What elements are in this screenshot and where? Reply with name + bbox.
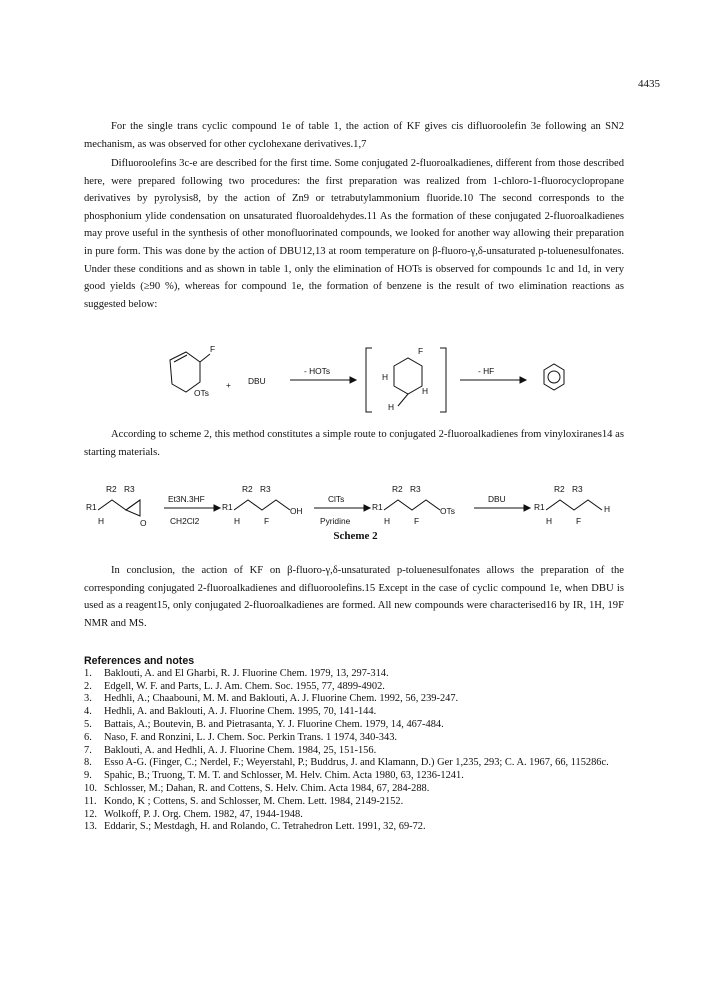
- s2-h-d: H: [546, 516, 553, 526]
- paragraph-2: [84, 155, 624, 313]
- reference-item: [84, 693, 644, 706]
- s2-f-d: F: [576, 516, 582, 526]
- s2-r2-d: R2: [554, 484, 565, 494]
- s2-r1-d: R1: [534, 502, 545, 512]
- reference-text: Baklouti, A. and El Gharbi, R. J. Fluorine Chem. 1979, 13, 297-314.: [104, 667, 389, 679]
- scheme1-int-h2: H: [422, 386, 429, 396]
- s2-f-c: F: [414, 516, 420, 526]
- reference-text: Baklouti, A. and Hedhli, A. J. Fluorine Chem. 1984, 25, 151-156.: [104, 744, 377, 756]
- scheme1-int-f: F: [418, 346, 424, 356]
- reference-item: [84, 809, 644, 822]
- reference-text: Hedhli, A. and Baklouti, A. J. Fluorine Chem. 1995, 70, 141-144.: [104, 706, 377, 718]
- cyclohexene-ring: [170, 352, 200, 392]
- reference-text: Esso A-G. (Finger, C.; Nerdel, F.; Weyerstahl, P.; Buddrus, J. and Klamann, D.) Ger 1,235, 293; C. A. 1967, 66, 115286c.: [104, 757, 609, 769]
- scheme-2-caption: Scheme 2: [333, 530, 378, 542]
- reference-number: 6.: [84, 731, 92, 743]
- reference-text: Wolkoff, P. J. Org. Chem. 1982, 47, 1944-1948.: [104, 808, 303, 820]
- reference-item: [84, 668, 644, 681]
- scheme1-plus: +: [226, 380, 231, 390]
- paragraph-2-text: Difluoroolefins 3c-e are described for the first time. Some conjugated 2-fluoroalkadienes, different from those described here, were prepared following two procedures: the first preparation was realized from 1-chloro-1-fluorocyclopropane derivatives by pyrolysis8, by the action of Zn9 or tetrabutylammonium fluoride.10 The second corresponds to the phosphonium ylide condensation on unsaturated fluoroaldehydes.11 As the formation of these conjugated 2-fluoroalkadienes may prove useful in the synthesis of other monofluorinated compounds, we looked for another way allowing their preparation in pure form. This was done by the action of DBU12,13 at room temperature on β-fluoro-γ,δ-unsaturated p-toluenesulfonates. Under these conditions and as shown in table 1, only the elimination of HOTs is observed for compounds 1c and 1d, in very good yields (≥90 %), whereas for compound 1e, the formation of benzene is the result of two elimination reactions as suggested below:: [84, 158, 624, 310]
- s2-r3-c: R3: [410, 484, 421, 494]
- s2-ots: OTs: [440, 506, 455, 516]
- scheme1-int-h1: H: [382, 372, 389, 382]
- reference-number: 13.: [84, 821, 97, 833]
- s2-h-end: H: [604, 504, 611, 514]
- benzene-ring: [544, 364, 564, 390]
- reference-number: 7.: [84, 744, 92, 756]
- references: [84, 655, 644, 834]
- s2-r1-a: R1: [86, 502, 97, 512]
- s2-r2-a: R2: [106, 484, 117, 494]
- s2-r1-b: R1: [222, 502, 233, 512]
- reference-item: [84, 706, 644, 719]
- reference-text: Spahic, B.; Truong, T. M. T. and Schlosser, M. Helv. Chim. Acta 1980, 63, 1236-1241.: [104, 770, 464, 782]
- reference-number: 3.: [84, 693, 92, 705]
- reference-text: Edgell, W. F. and Parts, L. J. Am. Chem. Soc. 1955, 77, 4899-4902.: [104, 680, 385, 692]
- paragraph-3: [84, 426, 624, 461]
- s2-r2-c: R2: [392, 484, 403, 494]
- reference-item: [84, 745, 644, 758]
- scheme1-arrow1-label: - HOTs: [304, 366, 331, 376]
- scheme1-arrow2-label: - HF: [478, 366, 495, 376]
- reference-text: Naso, F. and Ronzini, L. J. Chem. Soc. Perkin Trans. 1 1974, 340-343.: [104, 731, 397, 743]
- s2-r1-c: R1: [372, 502, 383, 512]
- s2-step2-reagent: ClTs: [328, 494, 345, 504]
- reference-item: [84, 796, 644, 809]
- paragraph-3-text: According to scheme 2, this method constitutes a simple route to conjugated 2-fluoroalkadienes from vinyloxiranes14 as starting materials.: [84, 429, 624, 458]
- reference-item: [84, 821, 644, 834]
- s2-h-b: H: [234, 516, 241, 526]
- reference-item: [84, 719, 644, 732]
- paragraph-4-text: In conclusion, the action of KF on β-fluoro-γ,δ-unsaturated p-toluenesulfonates allows the preparation of the corresponding conjugated 2-fluoroalkadienes and difluoroolefins.15 Except in the case of cyclic compound 1e, when DBU is used as a reagent15, only conjugated 2-fluoroalkadienes are formed. All new compounds were characterised16 by IR, 1H, 19F NMR and MS.: [84, 565, 624, 629]
- s2-h-a: H: [98, 516, 105, 526]
- reference-number: 2.: [84, 680, 92, 692]
- reference-number: 4.: [84, 706, 92, 718]
- reference-item: [84, 681, 644, 694]
- reference-item: [84, 783, 644, 796]
- reference-number: 10.: [84, 782, 97, 794]
- reference-number: 9.: [84, 770, 92, 782]
- scheme1-f: F: [210, 344, 216, 354]
- s2-r3-a: R3: [124, 484, 135, 494]
- scheme1-int-h3: H: [388, 402, 395, 412]
- s2-o: O: [140, 518, 147, 528]
- reference-number: 1.: [84, 667, 92, 679]
- s2-step1-solvent: CH2Cl2: [170, 516, 200, 526]
- reference-item: [84, 732, 644, 745]
- s2-r3-d: R3: [572, 484, 583, 494]
- reference-text: Hedhli, A.; Chaabouni, M. M. and Baklouti, A. J. Fluorine Chem. 1992, 56, 239-247.: [104, 693, 459, 705]
- page-number: 4435: [638, 78, 660, 90]
- s2-f-b: F: [264, 516, 270, 526]
- s2-r2-b: R2: [242, 484, 253, 494]
- s2-oh: OH: [290, 506, 303, 516]
- paragraph-1: [84, 118, 624, 153]
- paragraph-4: [84, 562, 624, 632]
- s2-step2-solvent: Pyridine: [320, 516, 351, 526]
- s2-h-c: H: [384, 516, 391, 526]
- reference-number: 5.: [84, 718, 92, 730]
- paragraph-1-text: For the single trans cyclic compound 1e of table 1, the action of KF gives cis difluoroolefin 3e following an SN2 mechanism, as was observed for other cyclohexane derivatives.1,7: [84, 121, 624, 150]
- s2-step1-reagent: Et3N.3HF: [168, 494, 205, 504]
- scheme1-ots: OTs: [194, 388, 209, 398]
- reference-number: 12.: [84, 808, 97, 820]
- reference-number: 8.: [84, 757, 92, 769]
- scheme1-dbu: DBU: [248, 376, 266, 386]
- reference-number: 11.: [84, 795, 97, 807]
- reference-text: Battais, A.; Boutevin, B. and Pietrasanta, Y. J. Fluorine Chem. 1979, 14, 467-484.: [104, 718, 444, 730]
- reference-text: Kondo, K ; Cottens, S. and Schlosser, M. Chem. Lett. 1984, 2149-2152.: [104, 795, 404, 807]
- reference-list: [84, 668, 644, 834]
- reference-text: Eddarir, S.; Mestdagh, H. and Rolando, C. Tetrahedron Lett. 1991, 32, 69-72.: [104, 821, 426, 833]
- references-heading: References and notes: [84, 655, 195, 667]
- reference-item: [84, 757, 644, 770]
- s2-r3-b: R3: [260, 484, 271, 494]
- reference-item: [84, 770, 644, 783]
- reference-text: Schlosser, M.; Dahan, R. and Cottens, S. Helv. Chim. Acta 1984, 67, 284-288.: [104, 782, 430, 794]
- s2-step3-reagent: DBU: [488, 494, 506, 504]
- scheme-1: [150, 340, 580, 420]
